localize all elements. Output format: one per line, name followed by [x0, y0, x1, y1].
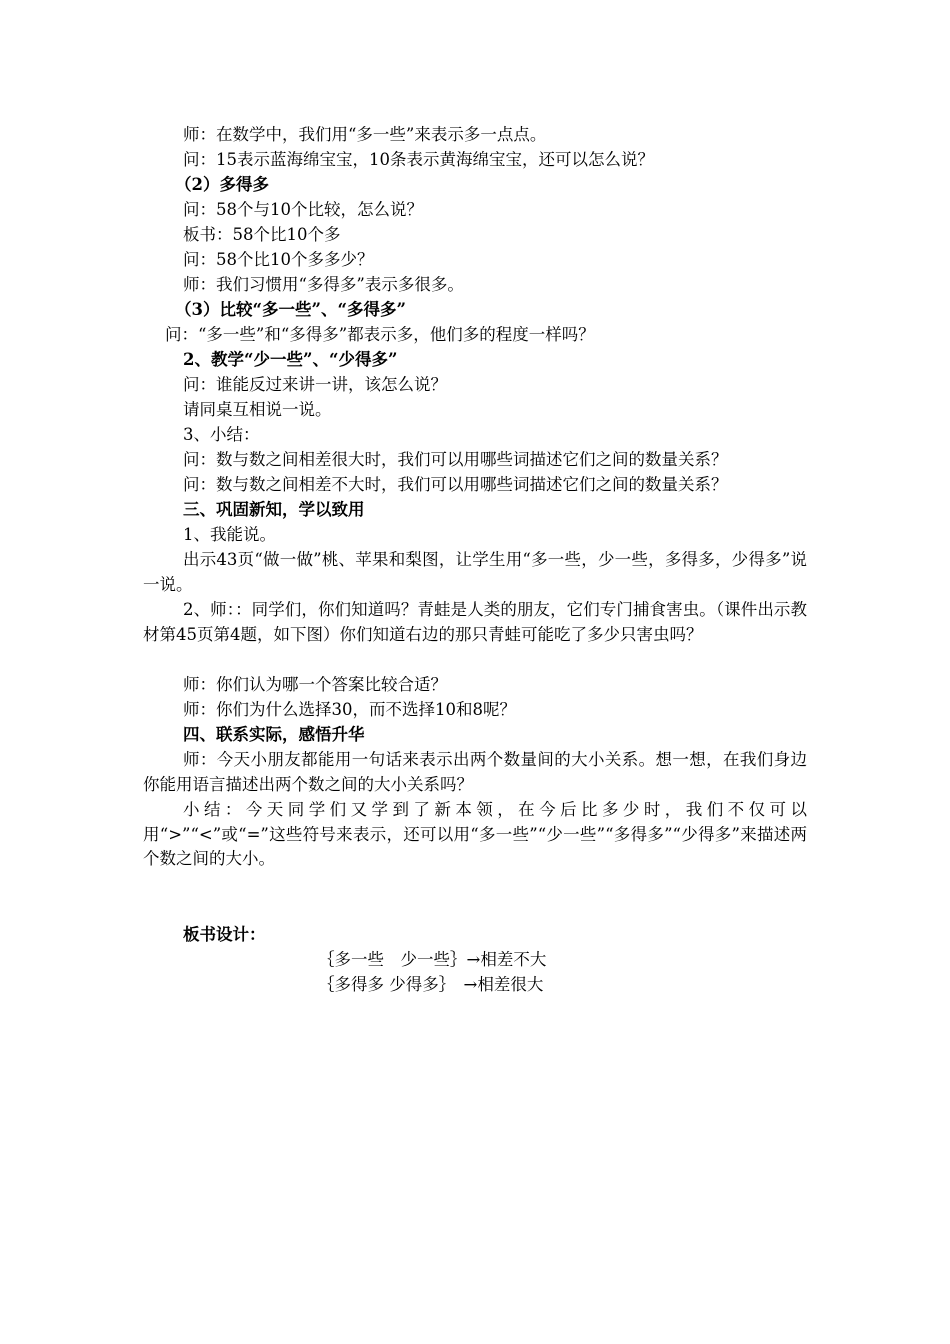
paragraph: 师：今天小朋友都能用一句话来表示出两个数量间的大小关系。想一想，在我们身边你能用语言描述出两个数之间的大小关系吗？ — [143, 750, 807, 794]
section-heading: 三、巩固新知，学以致用 — [183, 500, 365, 519]
text-line: 板书：58个比10个多 — [183, 225, 341, 244]
text-line: 师：你们为什么选择30，而不选择10和8呢？ — [183, 700, 516, 719]
text-line: 师：在数学中，我们用“多一些”来表示多一点点。 — [183, 125, 547, 144]
text-line: 问：数与数之间相差很大时，我们可以用哪些词描述它们之间的数量关系？ — [183, 450, 728, 469]
board-design-line: ｛多得多 少得多｝ →相差很大 — [318, 975, 544, 994]
text-line: 问：58个与10个比较，怎么说？ — [183, 200, 423, 219]
board-design-line: ｛多一些 少一些｝→相差不大 — [318, 950, 547, 969]
text-line: 1、我能说。 — [183, 525, 276, 544]
paragraph: 小结：今天同学们又学到了新本领，在今后比多少时，我们不仅可以用“>”“<”或“=”这些符号来表示，还可以用“多一些”“少一些”“多得多”“少得多”来描述两个数之间的大小。 — [143, 800, 807, 868]
text-line: 问：谁能反过来讲一讲，该怎么说？ — [183, 375, 447, 394]
section-heading: 四、联系实际，感悟升华 — [183, 725, 365, 744]
subheading: 2、教学“少一些”、“少得多” — [183, 350, 398, 369]
board-design-heading: 板书设计： — [183, 925, 266, 944]
text-line: 问：“多一些”和“多得多”都表示多，他们多的程度一样吗？ — [165, 325, 595, 344]
text-line: 3、小结： — [183, 425, 260, 444]
text-line: 师：你们认为哪一个答案比较合适？ — [183, 675, 447, 694]
text-line: 师：我们习惯用“多得多”表示多很多。 — [183, 275, 464, 294]
text-line: 请同桌互相说一说。 — [183, 400, 332, 419]
subheading: （3）比较“多一些”、“多得多” — [175, 300, 406, 319]
paragraph: 2、师：：同学们，你们知道吗？青蛙是人类的朋友，它们专门捕食害虫。（课件出示教材第45页第4题，如下图）你们知道右边的那只青蛙可能吃了多少只害虫吗？ — [143, 600, 807, 644]
text-line: 问：数与数之间相差不大时，我们可以用哪些词描述它们之间的数量关系？ — [183, 475, 728, 494]
subheading: （2）多得多 — [175, 175, 269, 194]
paragraph: 出示43页“做一做”桃、苹果和梨图，让学生用“多一些，少一些，多得多，少得多”说一说。 — [143, 550, 807, 594]
text-line: 问：58个比10个多多少？ — [183, 250, 374, 269]
text-line: 问：15表示蓝海绵宝宝，10条表示黄海绵宝宝，还可以怎么说？ — [183, 150, 654, 169]
